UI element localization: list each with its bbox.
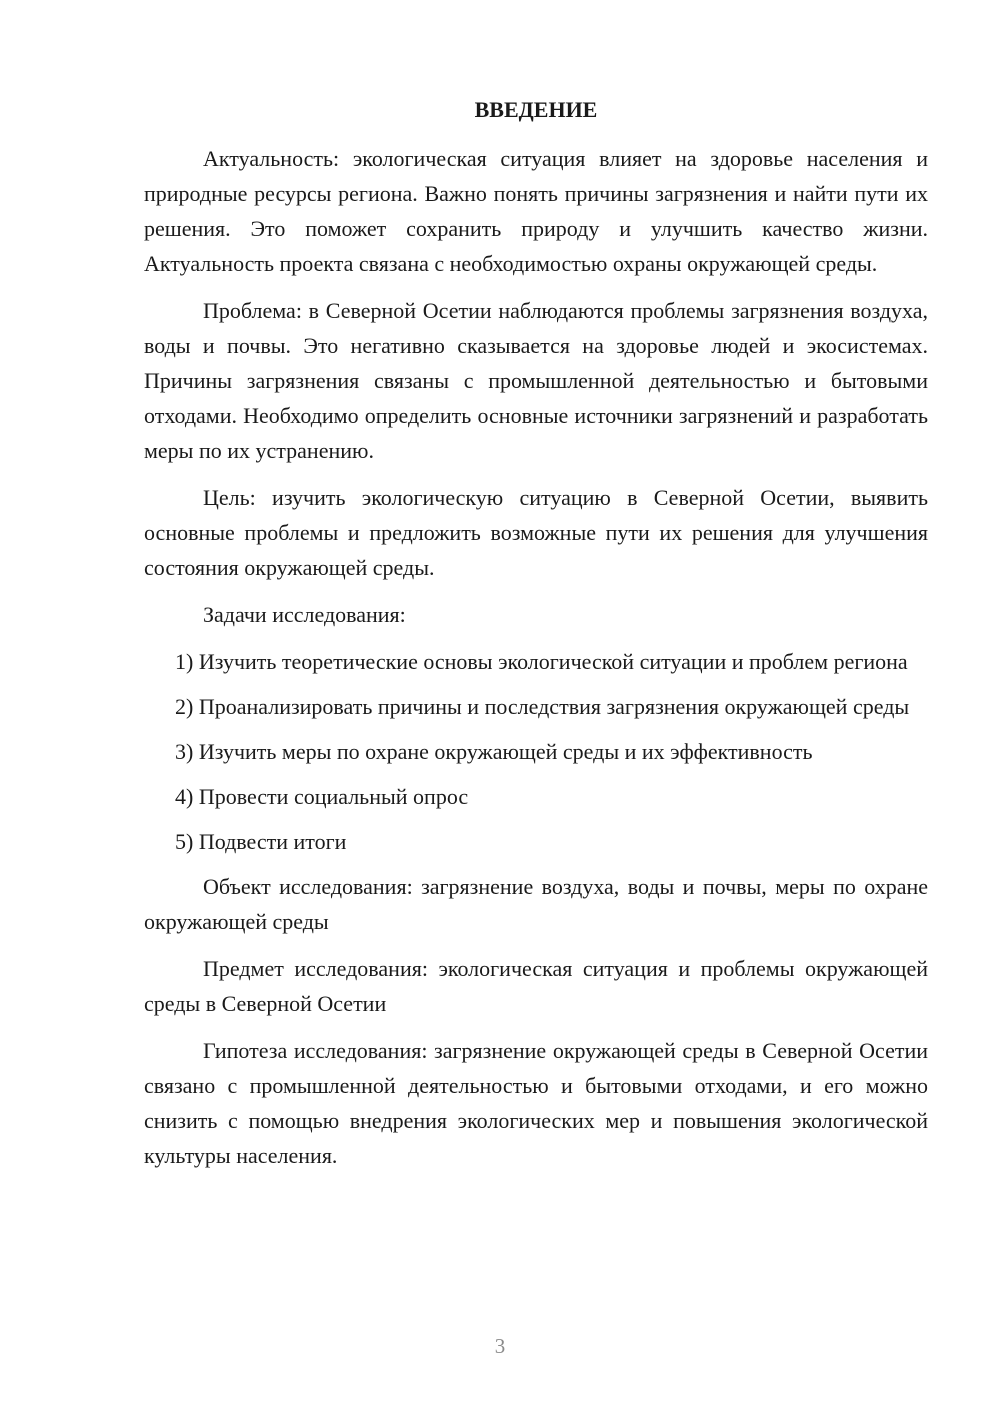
paragraph-relevance: Актуальность: экологическая ситуация влияет на здоровье населения и природные ресурсы региона. Важно понять причины загрязнения и найти пути их решения. Это поможет сохранить природу и улучшить качество жизни. Актуальность проекта связана с необходимостью охраны окружающей среды. bbox=[144, 146, 928, 276]
task-item-1: 1) Изучить теоретические основы экологической ситуации и проблем региона bbox=[175, 649, 908, 674]
paragraph-problem: Проблема: в Северной Осетии наблюдаются проблемы загрязнения воздуха, воды и почвы. Это негативно сказывается на здоровье людей и экосистемах. Причины загрязнения связаны с промышленной деятельностью и бытовыми отходами. Необходимо определить основные источники загрязнений и разработать меры по их устранению. bbox=[144, 298, 928, 463]
paragraph-hypothesis: Гипотеза исследования: загрязнение окружающей среды в Северной Осетии связано с промышленной деятельностью и бытовыми отходами, и его можно снизить с помощью внедрения экологических мер и повышения экологической культуры населения. bbox=[144, 1038, 928, 1168]
paragraph-subject: Предмет исследования: экологическая ситуация и проблемы окружающей среды в Северной Осетии bbox=[144, 956, 928, 1016]
task-item-2: 2) Проанализировать причины и последствия загрязнения окружающей среды bbox=[175, 694, 910, 719]
task-item-3: 3) Изучить меры по охране окружающей среды и их эффективность bbox=[175, 739, 813, 764]
task-item-5: 5) Подвести итоги bbox=[175, 829, 347, 854]
section-title: ВВЕДЕНИЕ bbox=[474, 97, 598, 122]
page-number: 3 bbox=[494, 1334, 506, 1358]
document-page bbox=[144, 96, 928, 1185]
paragraph-tasks-heading: Задачи исследования: bbox=[203, 602, 406, 627]
paragraph-goal: Цель: изучить экологическую ситуацию в Северной Осетии, выявить основные проблемы и предложить возможные пути их решения для улучшения состояния окружающей среды. bbox=[144, 485, 928, 580]
task-item-4: 4) Провести социальный опрос bbox=[175, 784, 469, 809]
paragraph-object: Объект исследования: загрязнение воздуха, воды и почвы, меры по охране окружающей среды bbox=[144, 874, 928, 934]
